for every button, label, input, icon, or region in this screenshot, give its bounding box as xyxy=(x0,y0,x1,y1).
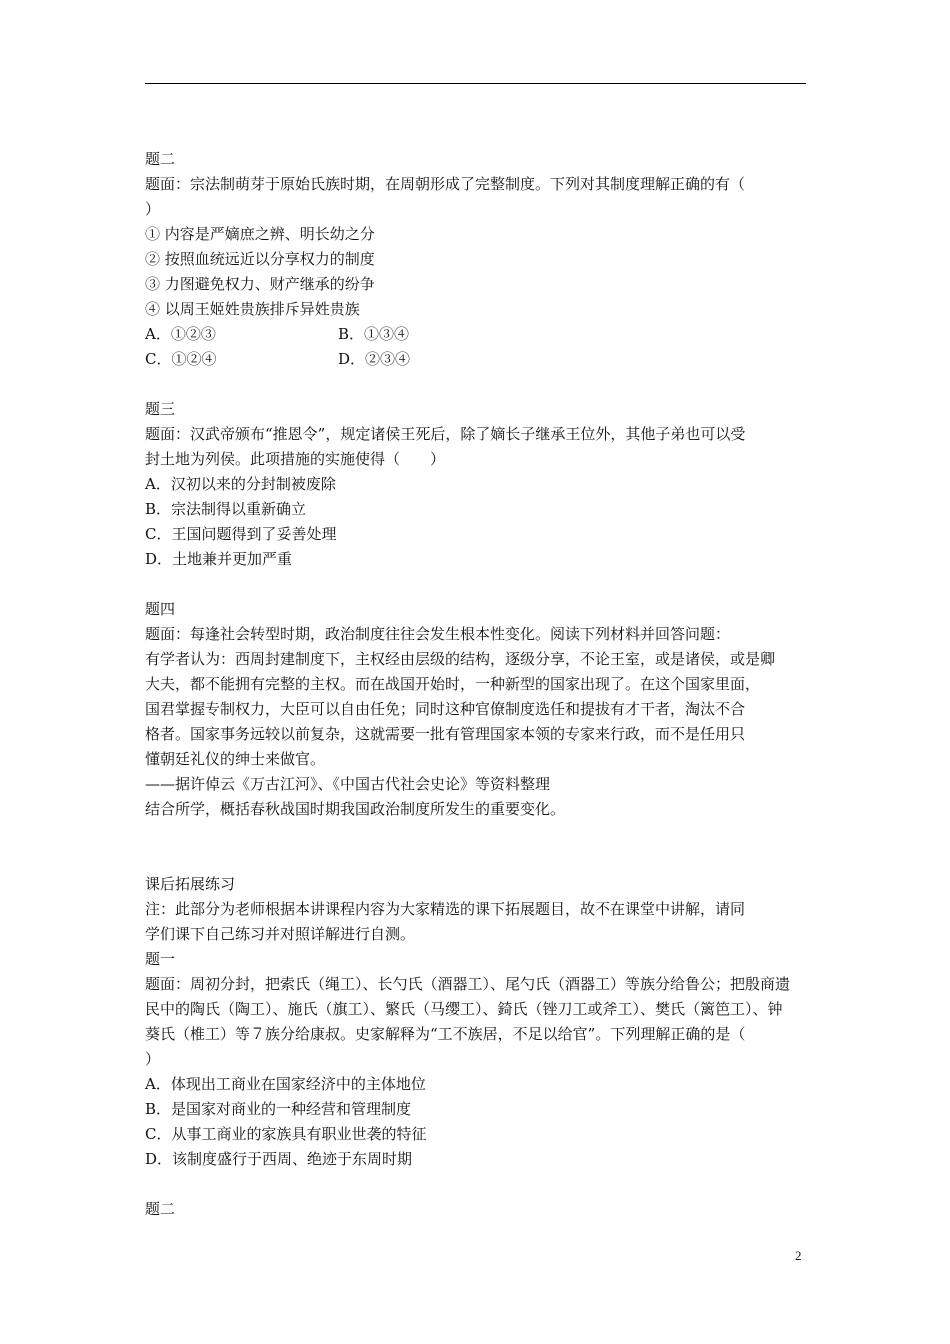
extension-heading: 课后拓展练习 xyxy=(145,875,236,893)
extension-note: 注：此部分为老师根据本讲课程内容为大家精选的课下拓展题目，故不在课堂中讲解，请同 xyxy=(145,900,746,918)
question-3-option-a: A．汉初以来的分封制被废除 xyxy=(145,475,336,493)
question-4-line: 格者。国家事务远较以前复杂，这就需要一批有管理国家本领的专家来行政，而不是任用只 xyxy=(145,725,746,743)
question-2-item-3: ③ 力图避免权力、财产继承的纷争 xyxy=(145,275,375,293)
extension-question-1-option-c: C．从事工商业的家族具有职业世袭的特征 xyxy=(145,1125,427,1143)
question-4-line: 懂朝廷礼仪的绅士来做官。 xyxy=(145,750,326,768)
extension-question-2-title: 题二 xyxy=(145,1200,176,1218)
extension-question-1-line: 民中的陶氏（陶工）、施氏（旗工）、繁氏（马缨工）、錡氏（锉刀工或斧工）、樊氏（篱笆工）、钟 xyxy=(145,1000,783,1018)
question-2-options-row-2 xyxy=(145,347,813,372)
question-2-options-row-1 xyxy=(145,322,813,347)
question-4-prompt: 结合所学，概括春秋战国时期我国政治制度所发生的重要变化。 xyxy=(145,800,566,818)
question-2-item-4: ④ 以周王姬姓贵族排斥异姓贵族 xyxy=(145,300,360,318)
page-number: 2 xyxy=(795,1248,802,1263)
question-3-stem-cont: 封土地为列侯。此项措施的实施使得（ ） xyxy=(145,450,446,468)
extension-question-1-line: 葵氏（椎工）等７族分给康叔。史家解释为“工不族居，不足以给官”。下列理解正确的是（ xyxy=(145,1025,746,1043)
question-2-item-2: ② 按照血统远近以分享权力的制度 xyxy=(145,250,375,268)
question-2-item-1: ① 内容是严嫡庶之辨、明长幼之分 xyxy=(145,225,375,243)
question-3-option-d: D．土地兼并更加严重 xyxy=(145,550,293,568)
extension-question-1-option-a: A．体现出工商业在国家经济中的主体地位 xyxy=(145,1075,426,1093)
question-4-line: 题面：每逢社会转型时期，政治制度往往会发生根本性变化。阅读下列材料并回答问题： xyxy=(145,625,731,643)
header-rule xyxy=(145,83,806,84)
extension-question-1-option-d: D．该制度盛行于西周、绝迹于东周时期 xyxy=(145,1150,413,1168)
question-3-title: 题三 xyxy=(145,400,176,418)
question-2-title: 题二 xyxy=(145,150,176,168)
question-4-line: 国君掌握专制权力，大臣可以自由任免；同时这种官僚制度选任和提拔有才干者，淘汰不合 xyxy=(145,700,746,718)
question-2-option-c: C．①②④ xyxy=(145,350,217,368)
question-2-option-d: D．②③④ xyxy=(338,350,411,368)
question-3-option-b: B．宗法制得以重新确立 xyxy=(145,500,307,518)
extension-question-1-option-b: B．是国家对商业的一种经营和管理制度 xyxy=(145,1100,412,1118)
question-4-line: 有学者认为：西周封建制度下，主权经由层级的结构，逐级分享，不论王室，或是诸侯，或是卿 xyxy=(145,650,776,668)
question-2-stem: 题面：宗法制萌芽于原始氏族时期，在周朝形成了完整制度。下列对其制度理解正确的有（ xyxy=(145,175,746,193)
extension-note-cont: 学们课下自己练习并对照详解进行自测。 xyxy=(145,925,416,943)
question-3-stem: 题面：汉武帝颁布“推恩令”，规定诸侯王死后，除了嫡长子继承王位外，其他子弟也可以受 xyxy=(145,425,746,443)
extension-question-1-line: 题面：周初分封，把索氏（绳工）、长勺氏（酒器工）、尾勺氏（酒器工）等族分给鲁公；把殷商遗 xyxy=(145,975,791,993)
question-4-source: ——据许倬云《万古江河》、《中国古代社会史论》等资料整理 xyxy=(145,775,551,793)
extension-question-1-line: ） xyxy=(145,1050,161,1068)
question-4-title: 题四 xyxy=(145,600,176,618)
question-2-option-b: B．①③④ xyxy=(338,325,410,343)
extension-question-1-title: 题一 xyxy=(145,950,176,968)
question-4-line: 大夫，都不能拥有完整的主权。而在战国开始时，一种新型的国家出现了。在这个国家里面， xyxy=(145,675,761,693)
page-content xyxy=(145,147,813,1222)
question-3-option-c: C．王国问题得到了妥善处理 xyxy=(145,525,337,543)
question-2-stem-cont: ） xyxy=(145,200,161,218)
question-2-option-a: A．①②③ xyxy=(145,325,216,343)
